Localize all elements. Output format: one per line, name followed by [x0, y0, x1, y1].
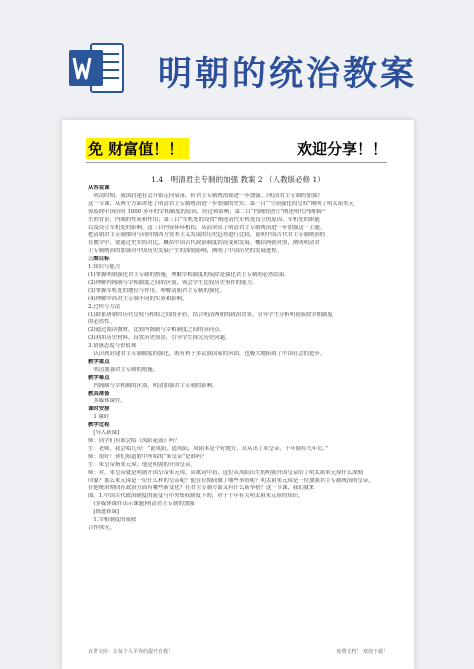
text-line: (1)掌握明朝强化君主专制的措施，理解宰相制度的废除是强化君主专制的必然结果。	[88, 271, 290, 278]
text-line: 师：很好！你们知道歌中所唱的“朱皇帝”是谁吗？	[88, 453, 207, 460]
text-line: 生的背景，内阁的性质和作用；第三目“军机处的设置”阐述清代军机处设立的原因、军机处的职能	[88, 216, 320, 223]
footer	[88, 648, 388, 655]
section-heading: 教学难点	[88, 374, 110, 381]
text-line: (1)联系唐朝时历代皇权与相权之间的矛盾，结合明清两朝的政治背景，引导学生分析明初废除宰相制度	[88, 311, 333, 318]
text-line: 明清加强君主专制的措施。	[88, 366, 159, 373]
text-line: 以及设立军机处的影响。这三目内容环环相扣，从而突出了明清君主专制统治进一步加强这一主题。	[88, 224, 326, 231]
header	[0, 0, 474, 128]
text-line: (2)通过阅读教材，比较内阁制与宰相制度之间的异同点。	[88, 327, 226, 334]
banner-right-text: 欢迎分享！！	[296, 140, 387, 158]
text-line: 2.过程与方法	[88, 303, 121, 310]
text-line: 内阁制与宰相制的区别，明清加强君主专制的影响。	[88, 382, 218, 389]
banner	[86, 136, 387, 162]
text-line: 师：同学们有谁会唱《凤阳花鼓》吗？	[88, 438, 180, 444]
text-line: 在教学中，要通过史实的对比，概括中国古代政治制度的演变和发展。概括两朝对照，阐明明清君	[88, 240, 320, 247]
document-title: 1.4 明清君主专制的加强 教案 2 （人教版必修 1）	[151, 175, 325, 184]
text-line: 生：老师，我会唱几句：“说凤阳，道凤阳，凤阳本是个好地方，自从出了朱皇帝，十年倒有九年荒。”	[88, 445, 328, 452]
text-line: [导入新课]	[88, 430, 120, 437]
text-line: 生：朱皇帝指朱元璋，他是明朝的开国皇帝。	[88, 461, 196, 468]
section-heading: 教学过程	[88, 422, 110, 429]
page-title: 明朝的统治教案	[158, 54, 417, 94]
text-line: 璋废除中国历时 1000 多年的宰相制度的原因、经过和影响；第二目“内阁的创立”阐述明代内阁制产	[88, 208, 327, 215]
text-line: 认识到封建君主专制制度的强化，既有利于多民族国家的巩固，也极大地阻碍了中国社会的进步。	[88, 351, 326, 358]
text-line: 的必然性。	[88, 319, 115, 326]
divider	[86, 162, 387, 163]
text-line: 师：对，朱皇帝就是明朝开国皇帝朱元璋。从歌词中看，这位从凤阳出生的明朝开国皇帝给了明太祖朱元璋什么深刻	[88, 469, 363, 476]
text-line: 多媒体课件。	[88, 398, 126, 405]
text-line: 1.宰相制度的废除	[88, 517, 137, 524]
text-line: (3)利用历史材料，设置历史情景，引导学生探究历史问题。	[88, 335, 231, 342]
text-line: 1.知识与能力	[88, 264, 121, 271]
text-line: (4)理解中西君主专制不同的实质和影响。	[88, 295, 188, 302]
text-line: 合作探究。	[88, 524, 115, 531]
text-line: 1 课时	[88, 414, 110, 421]
document-body	[88, 185, 388, 533]
text-line: (多媒体课件出示课题)明清君主专制的加强	[88, 501, 195, 508]
section-heading: 课时安排	[88, 406, 110, 413]
text-line: 3.情感态度与价值观	[88, 343, 137, 350]
document-page	[62, 120, 414, 669]
footer-left-text: 百世文库：让每个人平等的提升自我！	[88, 649, 174, 655]
text-line: 这一节课，从两个方面讲述了明清君主专制统治进一步加强的史实。第一目“‘空前强化的皇权”阐明了明太祖朱元	[88, 200, 354, 207]
text-line: (3)掌握军机处的地位与作用，理解清朝君主专制的强化。	[88, 287, 226, 294]
text-line: 印象？那么朱元璋是一位什么样的皇帝呢？他在位期间做了哪些事情呢？明太祖朱元璋是一位加强君主专制统治的皇帝，	[88, 477, 374, 484]
text-line: (2)理解内阁制与宰相制度之间的区别，领会学生比较历史事件的能力。	[88, 279, 258, 286]
section-heading: 三维目标	[88, 256, 110, 263]
text-line: [推进新课]	[88, 509, 120, 516]
text-line: 把清朝君主专制推向与同时期西方资本主义发展的历史趋势进行比较，说明中国古代君主专制统治的	[88, 232, 326, 239]
text-line: 图。1.中国古代政治制度的演变与中央集权制度下的，对于十年有关明太祖朱元璋的知识。	[88, 493, 304, 500]
section-heading: 教学重点	[88, 358, 110, 365]
text-line: 明清时期，我国封建社会开始走向衰落，但君主专制统治却进一步加强。《明清君主专制的加强》	[88, 192, 323, 199]
section-heading: 教具准备	[88, 390, 110, 397]
word-icon	[67, 38, 127, 98]
section-heading: 从容说课	[88, 185, 110, 191]
text-line: 主专制统治的加强对中国历史发展产生的深刻影响，阐明了中国历史的发展进程。	[88, 248, 283, 255]
footer-right-text: 免费文档！ 欢迎下载！	[336, 649, 388, 655]
banner-left-text: 免 财富值！！	[86, 138, 189, 159]
text-line: 在他统治期间在政治方面有哪些新变化？在君主专制方面又有什么新举措？这一节课，我们就来	[88, 485, 315, 492]
